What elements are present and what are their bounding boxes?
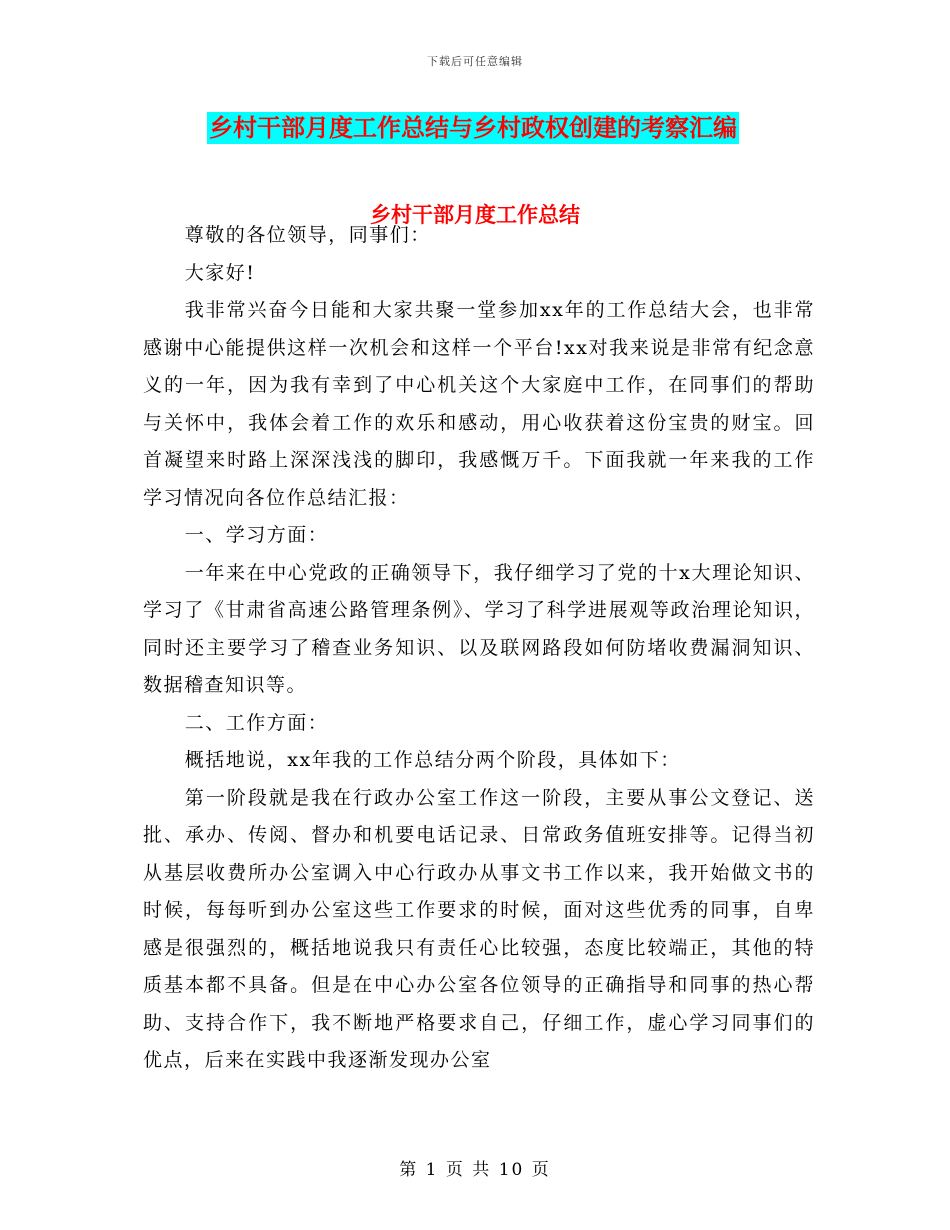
body-paragraph: 大家好!: [184, 261, 256, 284]
document-body: [143, 217, 815, 1080]
body-paragraph: 概括地说，xx年我的工作总结分两个阶段，具体如下：: [184, 749, 681, 771]
body-paragraph: 我非常兴奋今日能和大家共聚一堂参加xx年的工作总结大会，也非常感谢中心能提供这样一次机会和这样一个平台!xx对我来说是非常有纪念意义的一年，因为我有幸到了中心机关这个大家庭中工作，在同事们的帮助与关怀中，我体会着工作的欢乐和感动，用心收获着这份宝贵的财宝。回首凝望来时路上深深浅浅的脚印，我感慨万千。下面我就一年来我的工作学习情况向各位作总结汇报：: [143, 299, 815, 509]
body-paragraph: 尊敬的各位领导，同事们：: [184, 224, 431, 246]
body-paragraph: 二、工作方面：: [184, 711, 329, 734]
section-title: 乡村干部月度工作总结: [370, 203, 580, 227]
body-paragraph: 第一阶段就是我在行政办公室工作这一阶段，主要从事公文登记、送批、承办、传阅、督办和机要电话记录、日常政务值班安排等。记得当初从基层收费所办公室调入中心行政办从事文书工作以来，我开始做文书的时候，每每听到办公室这些工作要求的时候，面对这些优秀的同事，自卑感是很强烈的，概括地说我只有责任心比较强，态度比较端正，其他的特质基本都不具备。但是在中心办公室各位领导的正确指导和同事的热心帮助、支持合作下，我不断地严格要求自己，仔细工作，虚心学习同事们的优点，后来在实践中我逐渐发现办公室: [143, 786, 815, 1071]
body-paragraph: 一、学习方面：: [184, 524, 329, 546]
page-header-note: 下载后可任意编辑: [427, 55, 523, 68]
page-footer-number: 第 1 页 共 10 页: [399, 1160, 551, 1180]
body-paragraph: 一年来在中心党政的正确领导下，我仔细学习了党的十x大理论知识、学习了《甘肃省高速公路管理条例》、学习了科学进展观等政治理论知识，同时还主要学习了稽查业务知识、以及联网路段如何防堵收费漏洞知识、数据稽查知识等。: [143, 561, 815, 696]
document-title: 乡村干部月度工作总结与乡村政权创建的考察汇编: [209, 114, 737, 142]
